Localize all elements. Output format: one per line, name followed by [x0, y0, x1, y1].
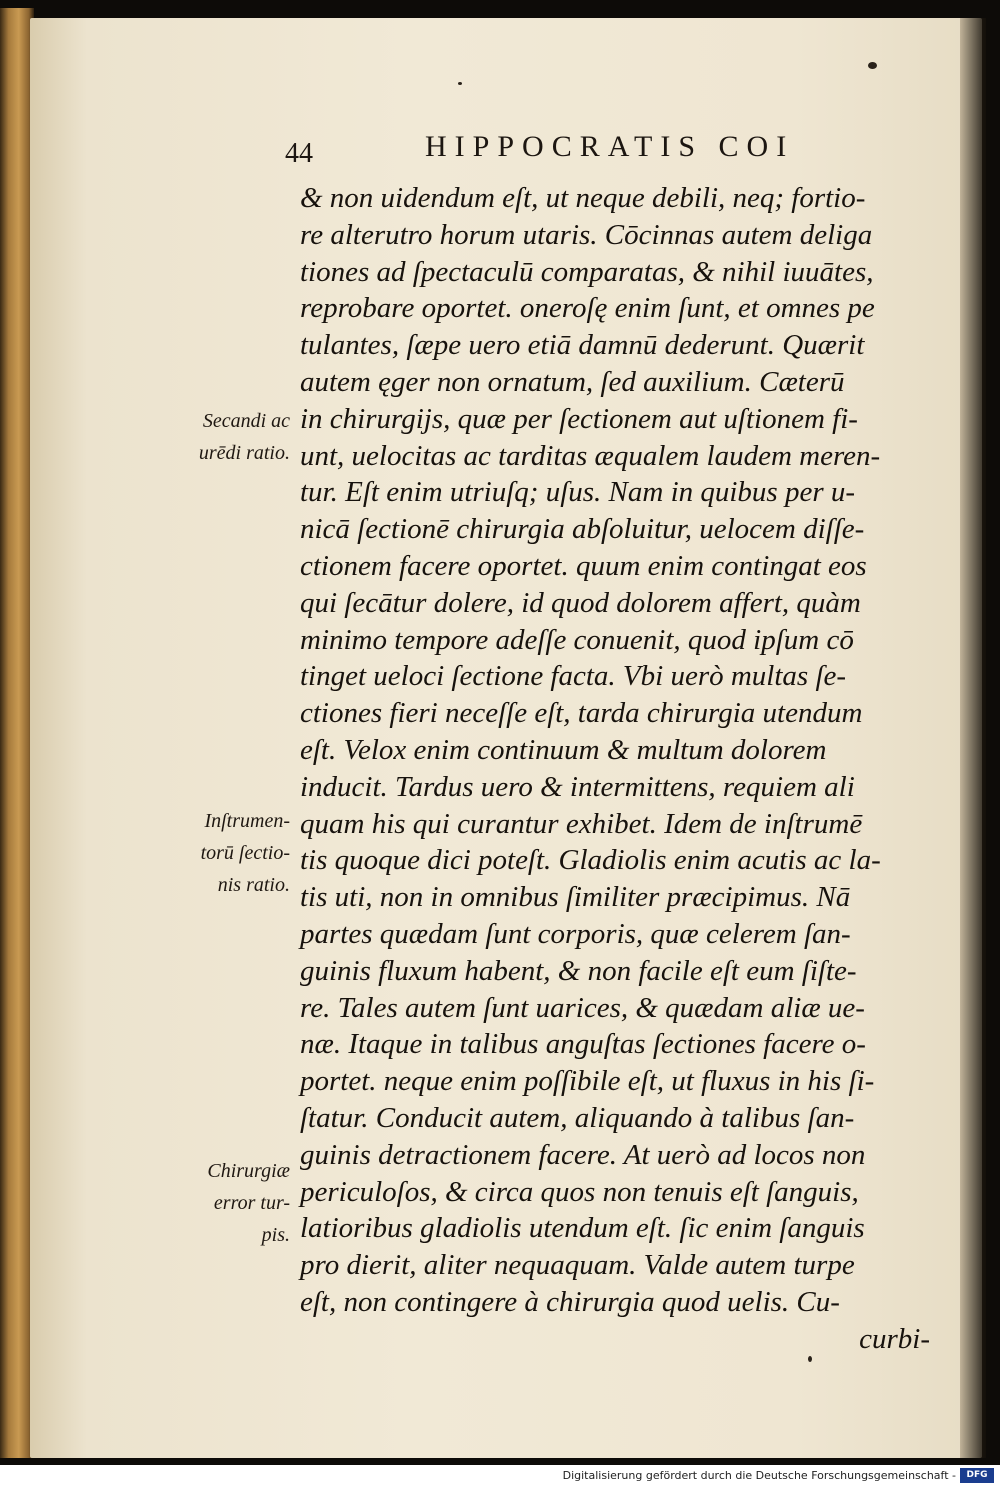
text-line: portet. neque enim poſſibile eſt, ut fluxus in his ſi- — [300, 1065, 875, 1098]
text-line: tinget ueloci ſectione facta. Vbi uerò multas ſe- — [300, 660, 847, 693]
text-line: autem ęger non ornatum, ſed auxilium. Cæterū — [300, 365, 845, 398]
dfg-logo-icon[interactable]: DFG — [960, 1468, 994, 1483]
page-gutter-shadow — [960, 18, 986, 1458]
text-line: ctiones fieri neceſſe eſt, tarda chirurgia utendum — [300, 697, 863, 730]
marginal-note — [150, 405, 290, 469]
marginal-note-line: nis ratio. — [217, 874, 290, 896]
text-line: ſtatur. Conducit autem, aliquando à talibus ſan- — [300, 1101, 855, 1134]
text-line: nicā ſectionē chirurgia abſoluitur, uelocem diſſe- — [300, 513, 865, 546]
text-line: tis quoque dici poteſt. Gladiolis enim acutis ac la- — [300, 844, 881, 877]
text-line: in chirurgijs, quæ per ſectionem aut uſtionem fi- — [300, 402, 858, 435]
text-line: & non uidendum eſt, ut neque debili, neq; fortio- — [300, 182, 866, 214]
funding-credit: Digitalisierung gefördert durch die Deutsche Forschungsgemeinschaft - — [562, 1469, 956, 1482]
text-line: quam his qui curantur exhibet. Idem de inſtrumē — [300, 807, 863, 840]
text-line: latioribus gladiolis utendum eſt. ſic enim ſanguis — [300, 1212, 865, 1245]
text-line: re alterutro horum utaris. Cōcinnas autem deliga — [300, 218, 873, 251]
marginal-note-line: error tur- — [213, 1192, 290, 1214]
text-line: ctionem facere oportet. quum enim contingat eos — [300, 549, 867, 582]
running-head — [285, 130, 845, 172]
ink-speck — [868, 62, 877, 69]
text-line: reprobare oportet. oneroſę enim ſunt, et omnes pe — [300, 292, 875, 325]
marginal-note — [150, 1155, 290, 1251]
text-line: minimo tempore adeſſe conuenit, quod ipſum cō — [300, 623, 854, 656]
text-line: qui ſecātur dolere, id quod dolorem affert, quàm — [300, 586, 861, 619]
text-line: næ. Itaque in talibus anguſtas ſectiones facere o- — [300, 1028, 866, 1061]
text-line: pro dierit, aliter nequaquam. Valde autem turpe — [300, 1249, 855, 1282]
marginal-note-line: Secandi ac — [202, 410, 290, 432]
ink-speck — [458, 82, 462, 85]
book-edge — [0, 8, 34, 1458]
text-line: partes quædam ſunt corporis, quæ celerem ſan- — [300, 917, 851, 950]
text-line: inducit. Tardus uero & intermittens, requiem ali — [300, 770, 855, 803]
text-line: guinis fluxum habent, & non facile eſt eum ſiſte- — [300, 954, 857, 987]
text-line: eſt. Velox enim continuum & multum dolorem — [300, 733, 827, 766]
text-line: tis uti, non in omnibus ſimiliter præcipimus. Nā — [300, 881, 851, 914]
marginal-note-line: urēdi ratio. — [198, 442, 290, 464]
text-line: periculoſos, & circa quos non tenuis eſt ſanguis, — [300, 1175, 859, 1208]
text-line: tur. Eſt enim utriuſq; uſus. Nam in quibus per u- — [300, 476, 856, 509]
text-line: eſt, non contingere à chirurgia quod uelis. Cu- — [300, 1285, 840, 1318]
catchword: curbi- — [859, 1322, 930, 1355]
text-line: tiones ad ſpectaculū comparatas, & nihil iuuātes, — [300, 255, 874, 288]
marginal-note — [150, 805, 290, 901]
marginal-note-line: pis. — [261, 1224, 290, 1246]
digitization-footer — [0, 1465, 1000, 1488]
page-number: 44 — [285, 138, 313, 169]
running-title: HIPPOCRATIS COI — [425, 130, 795, 163]
text-line: guinis detractionem facere. At uerò ad locos non — [300, 1138, 866, 1171]
body-text — [300, 180, 940, 1358]
text-line: re. Tales autem ſunt uarices, & quædam aliæ ue- — [300, 991, 865, 1024]
marginal-note-line: torū ſectio- — [200, 842, 290, 864]
text-line: unt, uelocitas ac tarditas æqualem laudem meren- — [300, 439, 881, 472]
text-line: tulantes, ſæpe uero etiā damnū dederunt. Quærit — [300, 329, 865, 362]
marginal-note-line: Inſtrumen- — [204, 810, 290, 832]
marginal-note-line: Chirurgiæ — [207, 1160, 290, 1182]
